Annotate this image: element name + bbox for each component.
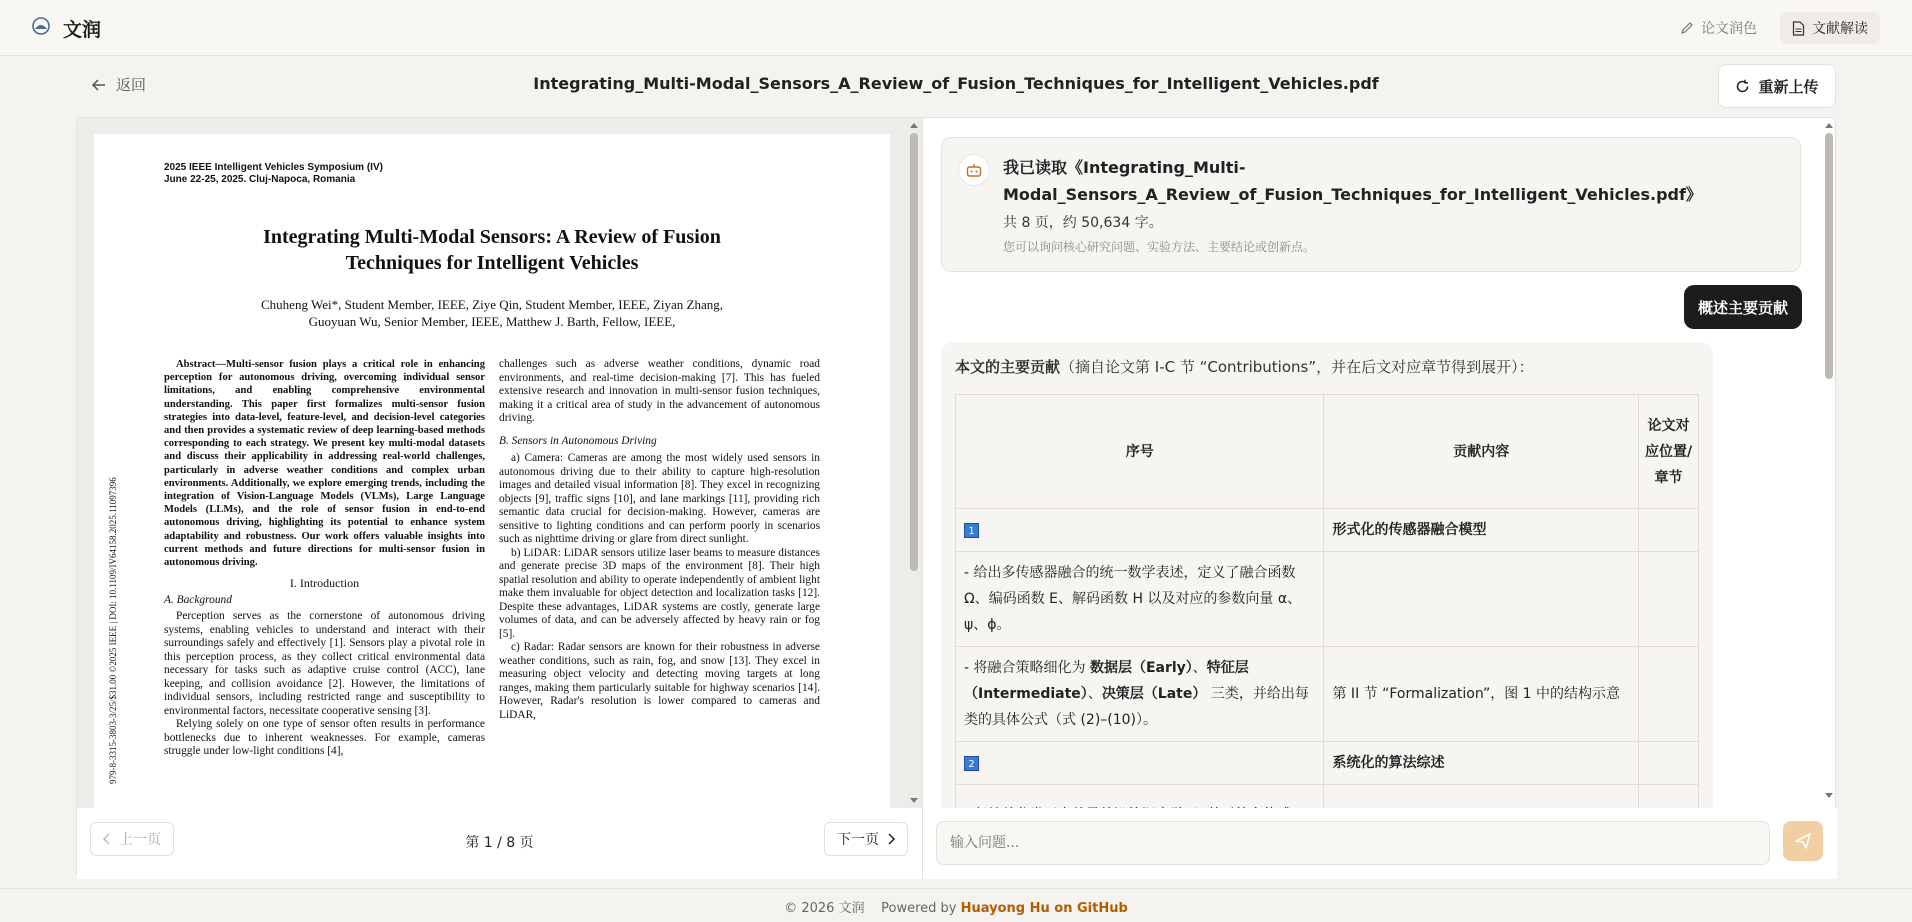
table-cell-location: 第 II 节 “Formalization”，图 1 中的结构示意 (1324, 647, 1639, 742)
answer-intro-bold: 本文的主要贡献 (955, 358, 1061, 376)
pdf-authors-line2: Guoyuan Wu, Senior Member, IEEE, Matthew J. Barth, Fellow, IEEE, (308, 314, 676, 329)
answer-intro (955, 356, 1534, 377)
robot-icon (958, 154, 990, 186)
pdf-viewer[interactable] (77, 118, 922, 808)
content-bold-early: 数据层（Early） (1089, 660, 1193, 676)
question-input[interactable] (936, 821, 1770, 865)
chevron-right-icon (887, 833, 895, 845)
pen-icon (1680, 21, 1694, 35)
header-content: 贡献内容 (1324, 395, 1639, 509)
pdf-background-heading: A. Background (164, 593, 232, 606)
table-cell-index (956, 509, 1324, 552)
pdf-venue-line2: June 22-25, 2025. Cluj-Napoca, Romania (164, 174, 356, 185)
refresh-icon (1735, 79, 1750, 94)
pdf-page (94, 134, 890, 808)
bot-heading: 我已读取《Integrating_Multi-Modal_Sensors_A_Review_of_Fusion_Techniques_for_Intelligent_Vehicles.pdf》 (1003, 158, 1702, 204)
assistant-answer (941, 342, 1713, 842)
next-page-label: 下一页 (837, 832, 879, 848)
send-icon (1794, 832, 1812, 850)
page-indicator: 第 1 / 8 页 (465, 835, 534, 851)
pdf-pagination (77, 808, 922, 879)
page-footer (0, 888, 1912, 922)
content-bold-late: 决策层（Late） (1101, 686, 1207, 702)
content-text: 三类，并给出每类的具体公式（式 (2)–(10)）。 (964, 686, 1309, 728)
contributions-table (955, 394, 1699, 845)
reupload-button[interactable] (1718, 64, 1836, 108)
pdf-col2-paragraph: challenges such as adverse weather conditions, dynamic road environments, and real-time decision-making [7]. This has fueled extensive research and innovation in multi-sensor fusion techniques, making it a critical area of study in the advancement of autonomous driving. (499, 358, 820, 424)
pdf-lidar-paragraph: b) LiDAR: LiDAR sensors utilize laser beams to measure distances and generate precise 3D maps of the environment [8]. Their high spatial resolution and ability to operate independently of ambient light make them invaluable for object detection and localization tasks [12]. Despite these advantages, LiDAR systems are costly, generate large volumes of data, and can be adversely affected by heavy rain or fog [5]. (499, 546, 820, 640)
document-title: Integrating_Multi-Modal_Sensors_A_Review_of_Fusion_Techniques_for_Intelligent_Vehicles.pdf (533, 74, 1379, 93)
bot-stats: 共 8 页，约 50,634 字。 (1003, 215, 1163, 231)
user-message: 概述主要贡献 (1684, 285, 1802, 329)
content-bold-intermediate: 特征层（Intermediate） (964, 660, 1249, 702)
answer-intro-rest: （摘自论文第 I-C 节 “Contributions”，并在后文对应章节得到展开）： (1060, 358, 1534, 376)
document-icon (1792, 21, 1805, 36)
footer-powered: Powered by (881, 901, 957, 916)
footer-github-link[interactable]: Huayong Hu on GitHub (960, 901, 1128, 916)
nav-read-button[interactable] (1780, 12, 1880, 44)
pdf-column-left (164, 358, 485, 759)
table-cell-content: - 给出多传感器融合的统一数学表述，定义了融合函数 Ω、编码函数 E、解码函数 H 以及对应的参数向量 α、ψ、ϕ。 (956, 552, 1324, 647)
table-header-row (956, 395, 1699, 509)
row-number-badge: 1 (964, 523, 979, 538)
table-cell-content: 形式化的传感器融合模型 (1324, 509, 1639, 552)
chat-scrollbar[interactable] (1821, 118, 1837, 808)
next-page-button[interactable] (824, 822, 908, 856)
table-cell-content (956, 647, 1324, 742)
table-cell-empty (1324, 552, 1639, 647)
pdf-radar-paragraph: c) Radar: Radar sensors are known for their robustness in adverse weather conditions, such as rain, fog, and snow [13]. They excel in measuring object velocity and detecting moving targets at long ranges, making them particularly suitable for highway scenarios [14]. However, Radar's resolution is lower compared to cameras and LiDAR, (499, 641, 820, 721)
content-text: 、 (1192, 660, 1207, 676)
main-panel (76, 117, 1836, 878)
content-text: - 将融合策略细化为 (964, 660, 1090, 676)
reupload-label: 重新上传 (1758, 77, 1819, 96)
chat-input-bar (923, 808, 1837, 879)
pdf-camera-paragraph: a) Camera: Cameras are among the most widely used sensors in autonomous driving due to their ability to capture high-resolution images and detailed visual information [8]. They excel in recognizing objects [9], traffic signs [10], and lane markings [11], providing rich semantic data crucial for decision-making. However, cameras are sensitive to lighting conditions and can perform poorly in scenarios such as nighttime driving or glare from direct sunlight. (499, 452, 820, 545)
table-row (956, 552, 1699, 647)
logo-icon (32, 17, 50, 35)
pdf-intro-paragraph-1: Perception serves as the cornerstone of autonomous driving systems, enabling vehicles to understand and interact with their surroundings safely and effectively [1]. Sensors play a pivotal role in this perception process, as they collect critical environmental data necessary for tasks such as adaptive cruise control (ACC), lane keeping, and collision avoidance [2]. However, the limitations of individual sensors, including restricted range and susceptibility to environmental factors, necessitate cooperative sensing [3]. (164, 610, 485, 717)
table-cell-location (1639, 509, 1699, 552)
table-cell-empty (1639, 647, 1699, 742)
brand-name[interactable]: 文润 (63, 19, 102, 41)
table-row (956, 509, 1699, 552)
pdf-authors-line1: Chuheng Wei*, Student Member, IEEE, Ziye Qin, Student Member, IEEE, Ziyan Zhang, (261, 297, 723, 312)
prev-page-label: 上一页 (119, 832, 161, 848)
table-row (956, 742, 1699, 785)
back-label: 返回 (116, 76, 147, 94)
pdf-venue-line1: 2025 IEEE Intelligent Vehicles Symposium (IV) (164, 162, 383, 173)
nav-read-label: 文献解读 (1812, 21, 1868, 37)
table-cell-empty (1639, 552, 1699, 647)
table-cell-location (1639, 742, 1699, 785)
bot-intro-card (941, 137, 1801, 272)
pdf-abstract: Abstract—Multi-sensor fusion plays a critical role in enhancing perception for autonomous driving, overcoming individual sensor limitations, and enabling comprehensive environmental understanding. This paper first formalizes multi-sensor fusion strategies into data-level, feature-level, and decision-level categories and then provides a systematic review of deep learning-based methods corresponding to each strategy. We present key multi-modal datasets and discuss their applicability in addressing real-world challenges, particularly in adverse weather conditions and complex urban environments. Additionally, we explore emerging trends, including the integration of Vision-Language Models (VLMs), Large Language Models (LLMs), and the role of sensor fusion in end-to-end autonomous driving, highlighting its potential to enhance system adaptability and robustness. Our work offers valuable insights into current methods and future directions for multi-sensor fusion in autonomous driving. (164, 359, 485, 569)
bot-hint: 您可以询问核心研究问题、实验方法、主要结论或创新点。 (1003, 240, 1316, 254)
top-bar (0, 0, 1912, 56)
header-index: 序号 (956, 395, 1324, 509)
content-text: 、 (1087, 686, 1102, 702)
pdf-column-right (499, 358, 820, 722)
nav-polish-label: 论文润色 (1701, 21, 1757, 37)
row-number-badge: 2 (964, 756, 979, 771)
table-row (956, 647, 1699, 742)
pdf-intro-paragraph-2: Relying solely on one type of sensor often results in performance bottlenecks due to inherent weaknesses. For example, cameras struggle under low-light conditions [4], (164, 718, 485, 758)
pdf-intro-heading: I. Introduction (289, 576, 360, 591)
send-button[interactable] (1783, 821, 1823, 861)
pdf-title: Integrating Multi-Modal Sensors: A Review of Fusion Techniques for Intelligent Vehicles (263, 226, 721, 274)
table-cell-content: 系统化的算法综述 (1324, 742, 1639, 785)
footer-copyright: © 2026 文润 (784, 901, 865, 916)
pdf-scrollbar[interactable] (906, 118, 922, 808)
nav-polish-button[interactable] (1668, 12, 1769, 44)
pdf-sensors-heading: B. Sensors in Autonomous Driving (499, 434, 657, 447)
table-cell-index (956, 742, 1324, 785)
header-location: 论文对应位置/章节 (1639, 395, 1699, 509)
pdf-side-note: 979-8-3315-3803-3/25/$31.00 ©2025 IEEE | DOI: 10.1109/IV64158.2025.11097396 (108, 477, 118, 784)
chat-panel (923, 118, 1837, 808)
